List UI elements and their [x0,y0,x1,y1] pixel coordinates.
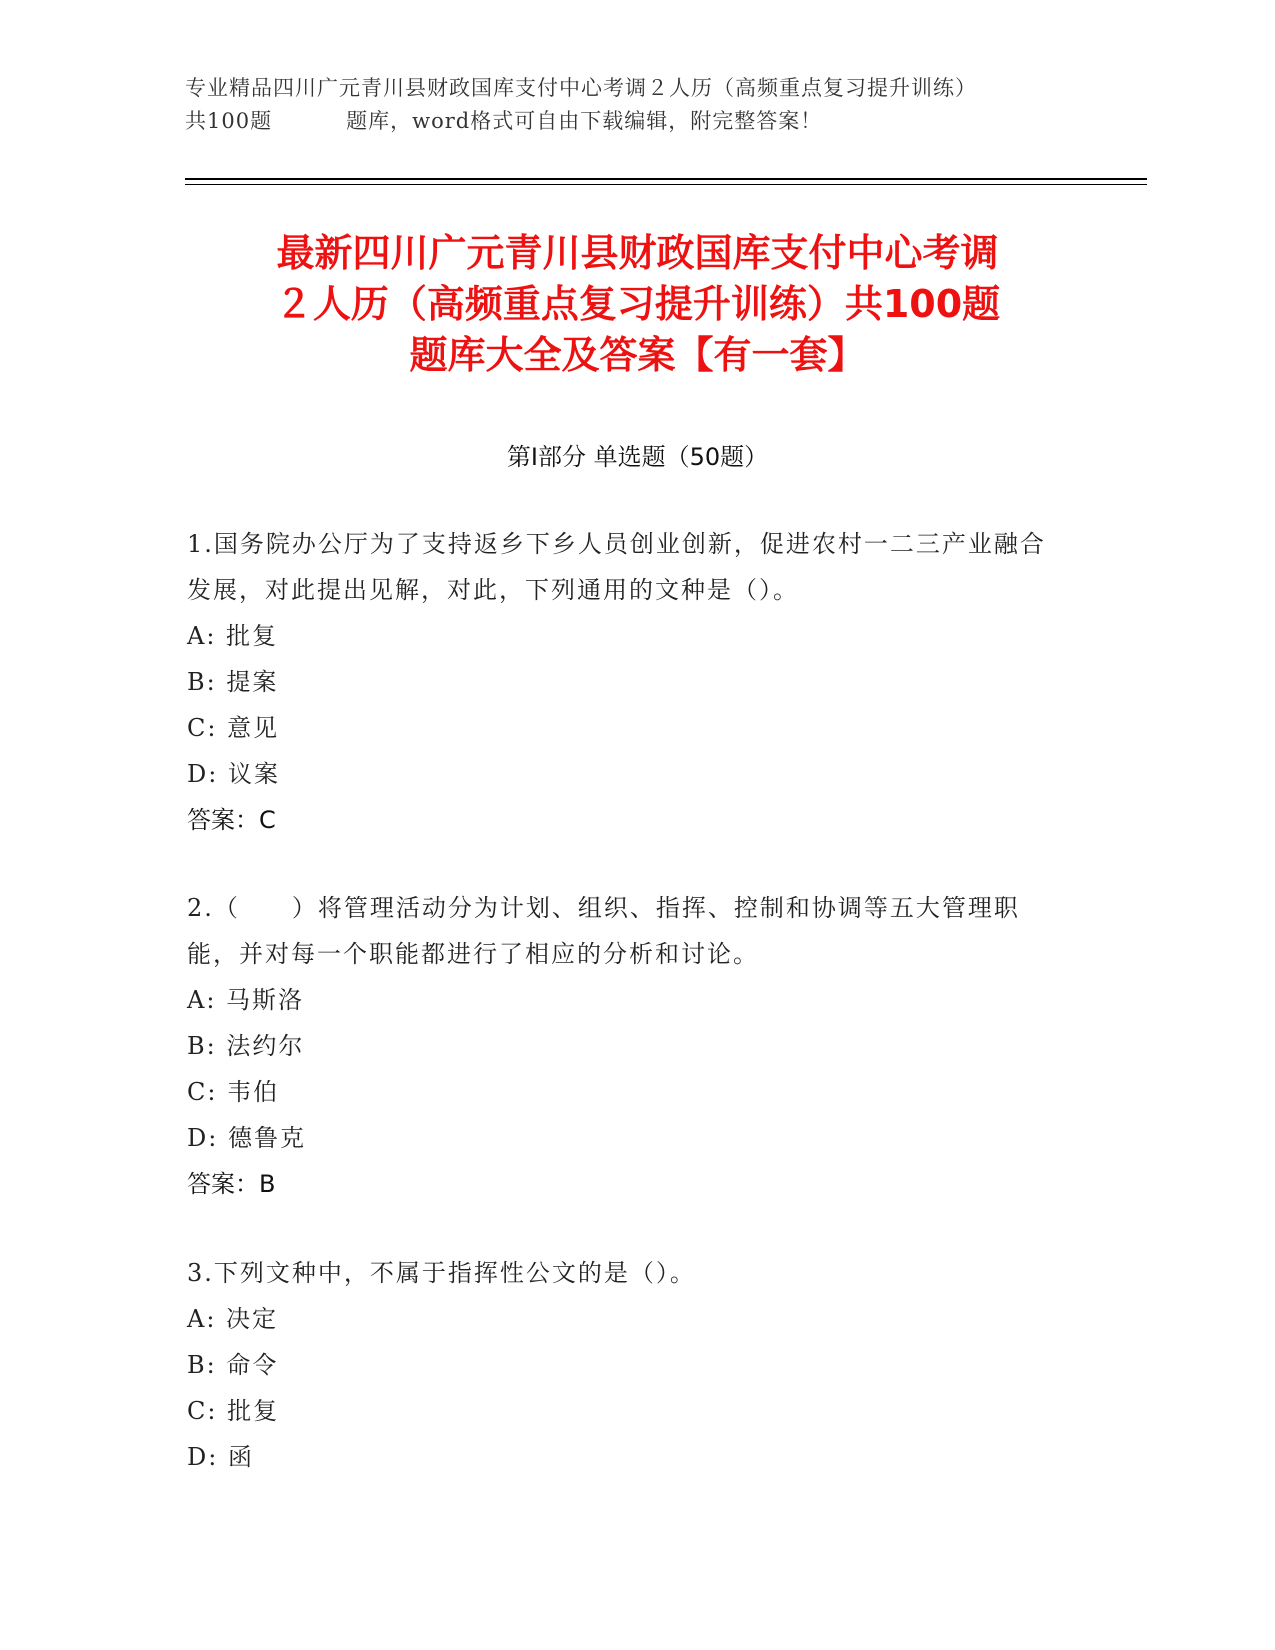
question-stem: 3.下列文种中，不属于指挥性公文的是（）。 [187,1259,696,1287]
option-a: A: 决定 [187,1305,279,1333]
option-d: D: 议案 [187,760,280,788]
question-2 [187,885,1067,1207]
option-d: D: 函 [187,1443,254,1471]
option-d: D: 德鲁克 [187,1124,306,1152]
title-line-2: ２人历（高频重点复习提升训练）共100题 [274,282,1001,326]
question-stem: 1.国务院办公厅为了支持返乡下乡人员创业创新，促进农村一二三产业融合发展，对此提出见解，对此，下列通用的文种是（）。 [187,530,1046,604]
question-stem: 2.（ ）将管理活动分为计划、组织、指挥、控制和协调等五大管理职能，并对每一个职能都进行了相应的分析和讨论。 [187,894,1020,968]
header-line-1: 专业精品四川广元青川县财政国库支付中心考调２人历（高频重点复习提升训练） [185,76,977,100]
option-b: B: 提案 [187,668,279,696]
title-line-3: 题库大全及答案【有一套】 [409,333,866,377]
document-title [140,228,1135,381]
option-a: A: 批复 [187,622,279,650]
question-1 [187,521,1067,843]
option-c: C: 批复 [187,1397,280,1425]
option-c: C: 韦伯 [187,1078,280,1106]
header-divider-thick [185,178,1147,180]
section-heading: 第Ⅰ部分 单选题（50题） [506,443,769,471]
option-b: B: 法约尔 [187,1032,305,1060]
header-note: 题库，word格式可自由下载编辑，附完整答案！ [346,109,823,133]
header-line-2 [185,105,1085,138]
header-divider-thin [185,184,1147,185]
answer: 答案：B [187,1170,276,1198]
header-count: 共100题 [185,109,273,133]
option-c: C: 意见 [187,714,280,742]
title-line-1: 最新四川广元青川县财政国库支付中心考调 [276,231,999,275]
option-a: A: 马斯洛 [187,986,305,1014]
option-b: B: 命令 [187,1351,279,1379]
question-3 [187,1250,1067,1480]
answer: 答案：C [187,806,276,834]
page-header [185,72,1085,138]
